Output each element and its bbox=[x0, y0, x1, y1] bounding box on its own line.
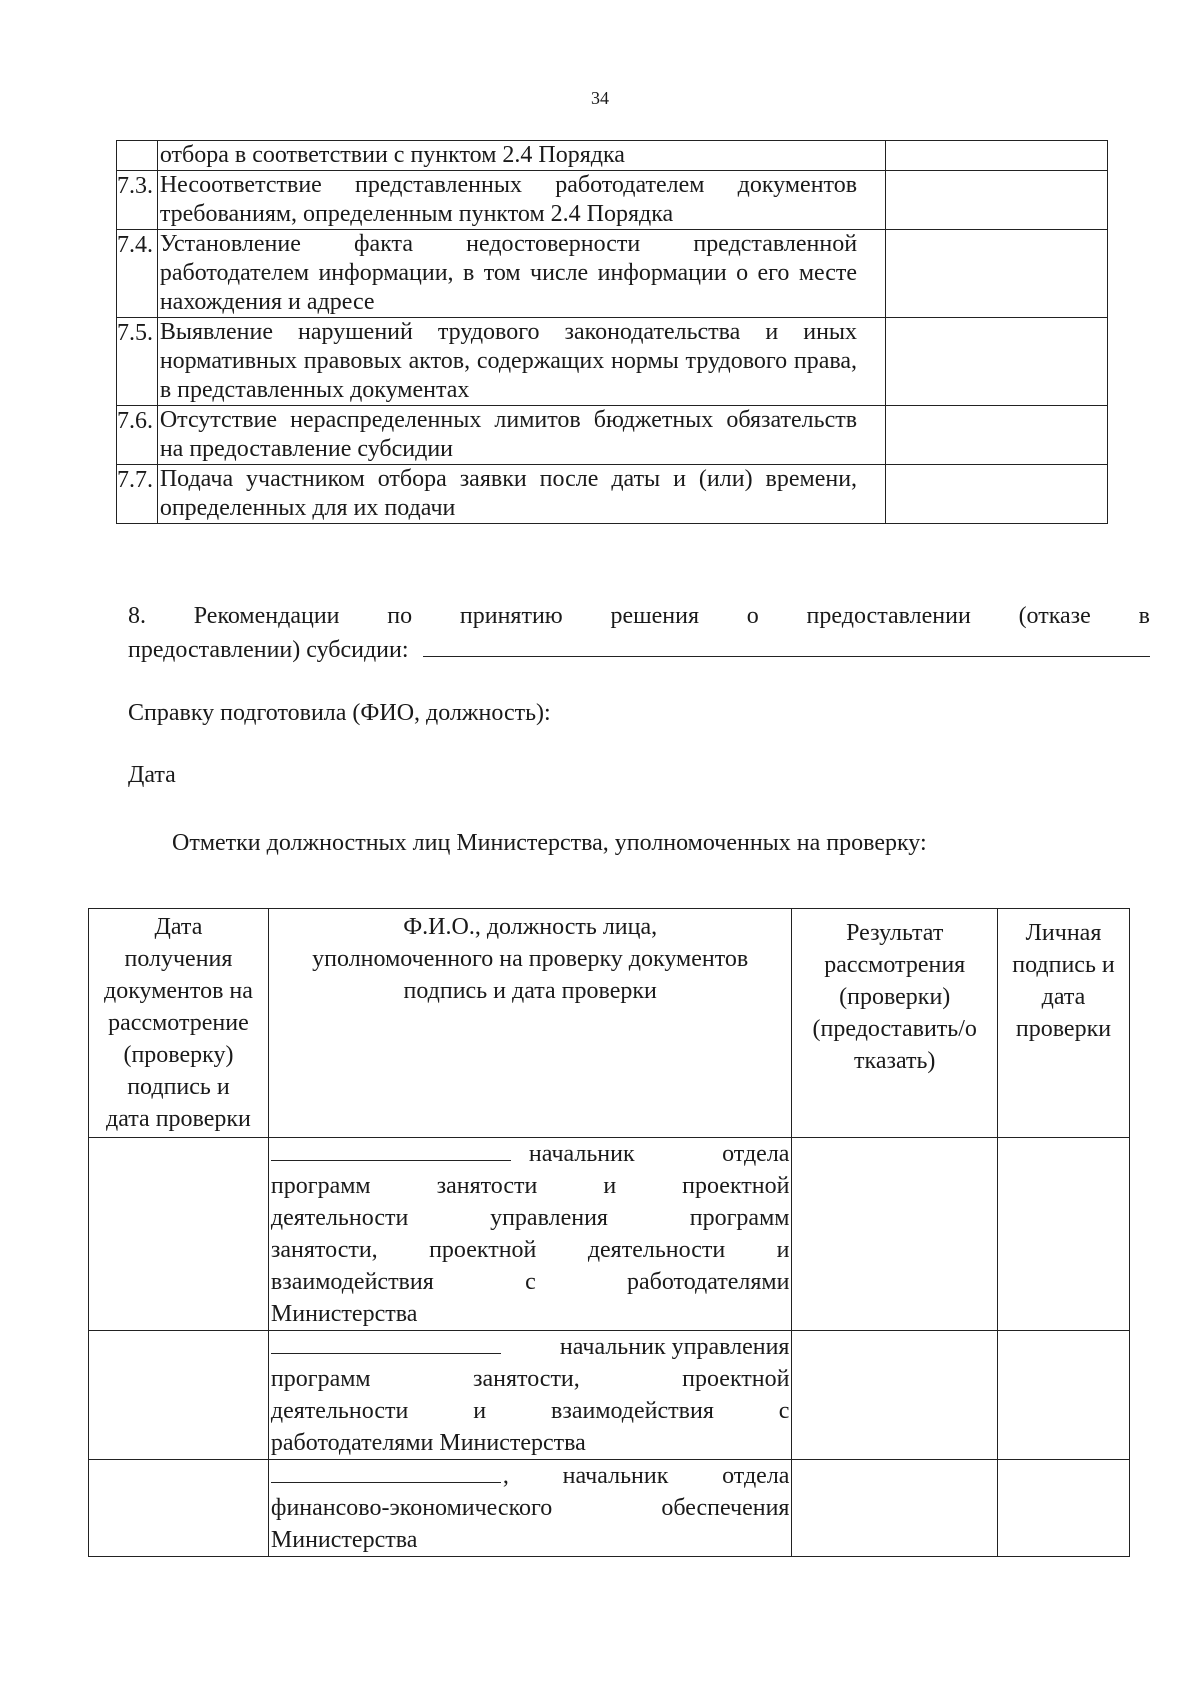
criteria-row bbox=[117, 465, 1108, 524]
official-title-line: программ занятости, проектной bbox=[270, 1366, 790, 1392]
official-title-line: программ занятости и проектной bbox=[270, 1173, 790, 1199]
recommendation-word: предоставлении bbox=[806, 603, 971, 629]
header-line: Личная bbox=[1025, 920, 1102, 946]
criteria-result-cell bbox=[886, 141, 1108, 171]
signature-row bbox=[89, 1460, 1130, 1557]
signature-row bbox=[89, 1138, 1130, 1331]
review-result-cell[interactable] bbox=[792, 1460, 998, 1557]
official-cell bbox=[268, 1138, 792, 1331]
criteria-number: 7.3. bbox=[117, 171, 158, 230]
official-title-word: отдела bbox=[722, 1141, 790, 1167]
criteria-text: Выявление нарушений трудового законодательства и иных нормативных правовых актов, содержащих нормы трудового права, в представленных документах bbox=[157, 318, 885, 406]
signature-row bbox=[89, 1331, 1130, 1460]
recommendation-word: Рекомендации bbox=[193, 603, 340, 629]
recommendation-block bbox=[128, 600, 1150, 666]
header-date-received bbox=[89, 909, 269, 1138]
criteria-row bbox=[117, 318, 1108, 406]
review-result-cell[interactable] bbox=[792, 1138, 998, 1331]
official-title-line: занятости, проектной деятельности и bbox=[270, 1237, 790, 1263]
recommendation-word: в bbox=[1138, 603, 1150, 629]
date-received-cell[interactable] bbox=[89, 1138, 269, 1331]
header-line: рассмотрения bbox=[824, 952, 966, 978]
official-title-start bbox=[503, 1460, 790, 1492]
official-title-line: взаимодействия с работодателями bbox=[270, 1269, 790, 1295]
signatures-table bbox=[88, 908, 1130, 1557]
recommendation-label: предоставлении) субсидии: bbox=[128, 637, 409, 663]
review-result-cell[interactable] bbox=[792, 1331, 998, 1460]
official-title-word: начальник bbox=[528, 1141, 635, 1167]
criteria-result-cell bbox=[886, 465, 1108, 524]
official-title-word: , bbox=[502, 1463, 509, 1489]
criteria-number: 7.7. bbox=[117, 465, 158, 524]
header-line: получения bbox=[124, 946, 233, 972]
criteria-table bbox=[116, 140, 1108, 524]
official-cell bbox=[268, 1460, 792, 1557]
official-first-line bbox=[271, 1138, 790, 1170]
criteria-result-cell bbox=[886, 171, 1108, 230]
header-line: документов на bbox=[104, 978, 253, 1004]
prepared-by-label: Справку подготовила (ФИО, должность): bbox=[128, 700, 551, 726]
recommendation-fill-line[interactable] bbox=[423, 632, 1150, 657]
criteria-text: Несоответствие представленных работодателем документов требованиям, определенным пунктом 2.4 Порядка bbox=[157, 171, 885, 230]
date-label: Дата bbox=[128, 762, 176, 788]
official-first-line bbox=[271, 1331, 790, 1363]
header-line: дата проверки bbox=[106, 1106, 251, 1132]
header-line: подпись и bbox=[1012, 952, 1115, 978]
personal-signature-cell[interactable] bbox=[997, 1138, 1129, 1331]
personal-signature-cell[interactable] bbox=[997, 1460, 1129, 1557]
date-received-cell[interactable] bbox=[89, 1460, 269, 1557]
recommendation-word: о bbox=[746, 603, 759, 629]
header-official-name bbox=[268, 909, 792, 1138]
official-title-word: отдела bbox=[722, 1463, 790, 1489]
recommendation-line bbox=[128, 600, 1150, 632]
official-title-word: начальник управления bbox=[559, 1334, 790, 1360]
official-cell bbox=[268, 1331, 792, 1460]
header-line: подпись и дата проверки bbox=[403, 978, 657, 1004]
personal-signature-cell[interactable] bbox=[997, 1331, 1129, 1460]
official-title-line: деятельности управления программ bbox=[270, 1205, 790, 1231]
header-line: рассмотрение bbox=[108, 1010, 249, 1036]
criteria-row bbox=[117, 141, 1108, 171]
signature-blank-line[interactable] bbox=[271, 1138, 511, 1161]
header-line: (проверки) bbox=[839, 984, 951, 1010]
criteria-result-cell bbox=[886, 318, 1108, 406]
signature-blank-line[interactable] bbox=[271, 1331, 501, 1354]
signature-blank-line[interactable] bbox=[271, 1460, 501, 1483]
header-line: Дата bbox=[154, 914, 203, 940]
official-title-line: деятельности и взаимодействия с bbox=[270, 1398, 790, 1424]
recommendation-word: решения bbox=[610, 603, 700, 629]
official-title-start bbox=[529, 1138, 790, 1170]
header-review-result bbox=[792, 909, 998, 1138]
header-line: (проверку) bbox=[123, 1042, 234, 1068]
criteria-number: 7.6. bbox=[117, 406, 158, 465]
official-first-line bbox=[271, 1460, 790, 1492]
criteria-number: 7.4. bbox=[117, 230, 158, 318]
recommendation-word: по bbox=[387, 603, 413, 629]
header-line: дата bbox=[1041, 984, 1086, 1010]
header-line: подпись и bbox=[127, 1074, 230, 1100]
official-title-line: работодателями Министерства bbox=[270, 1430, 586, 1456]
header-line: проверки bbox=[1015, 1016, 1112, 1042]
criteria-result-cell bbox=[886, 230, 1108, 318]
official-title-line: Министерства bbox=[270, 1301, 418, 1327]
header-line: тказать) bbox=[854, 1048, 936, 1074]
header-line: Результат bbox=[846, 920, 944, 946]
official-title-line: финансово-экономического обеспечения bbox=[270, 1495, 790, 1521]
criteria-result-cell bbox=[886, 406, 1108, 465]
criteria-row bbox=[117, 406, 1108, 465]
page-number: 34 bbox=[591, 88, 609, 108]
criteria-row bbox=[117, 230, 1108, 318]
header-personal-signature bbox=[997, 909, 1129, 1138]
official-title-word: начальник bbox=[562, 1463, 669, 1489]
recommendation-line bbox=[128, 632, 1150, 666]
recommendation-word: 8. bbox=[128, 603, 146, 629]
header-line: уполномоченного на проверку документов bbox=[312, 946, 749, 972]
recommendation-word: принятию bbox=[459, 603, 563, 629]
header-line: (предоставить/о bbox=[812, 1016, 977, 1042]
officials-marks-title: Отметки должностных лиц Министерства, уполномоченных на проверку: bbox=[172, 830, 927, 856]
criteria-text: Подача участником отбора заявки после даты и (или) времени, определенных для их подачи bbox=[157, 465, 885, 524]
criteria-text: Отсутствие нераспределенных лимитов бюджетных обязательств на предоставление субсидии bbox=[157, 406, 885, 465]
date-received-cell[interactable] bbox=[89, 1331, 269, 1460]
signatures-header-row bbox=[89, 909, 1130, 1138]
recommendation-word: (отказе bbox=[1018, 603, 1091, 629]
criteria-text: Установление факта недостоверности представленной работодателем информации, в том числе информации о его месте нахождения и адресе bbox=[157, 230, 885, 318]
criteria-row bbox=[117, 171, 1108, 230]
criteria-number bbox=[117, 141, 158, 171]
criteria-number: 7.5. bbox=[117, 318, 158, 406]
header-line: Ф.И.О., должность лица, bbox=[403, 914, 658, 940]
official-title-line: Министерства bbox=[270, 1527, 418, 1553]
criteria-text: отбора в соответствии с пунктом 2.4 Порядка bbox=[157, 141, 885, 171]
